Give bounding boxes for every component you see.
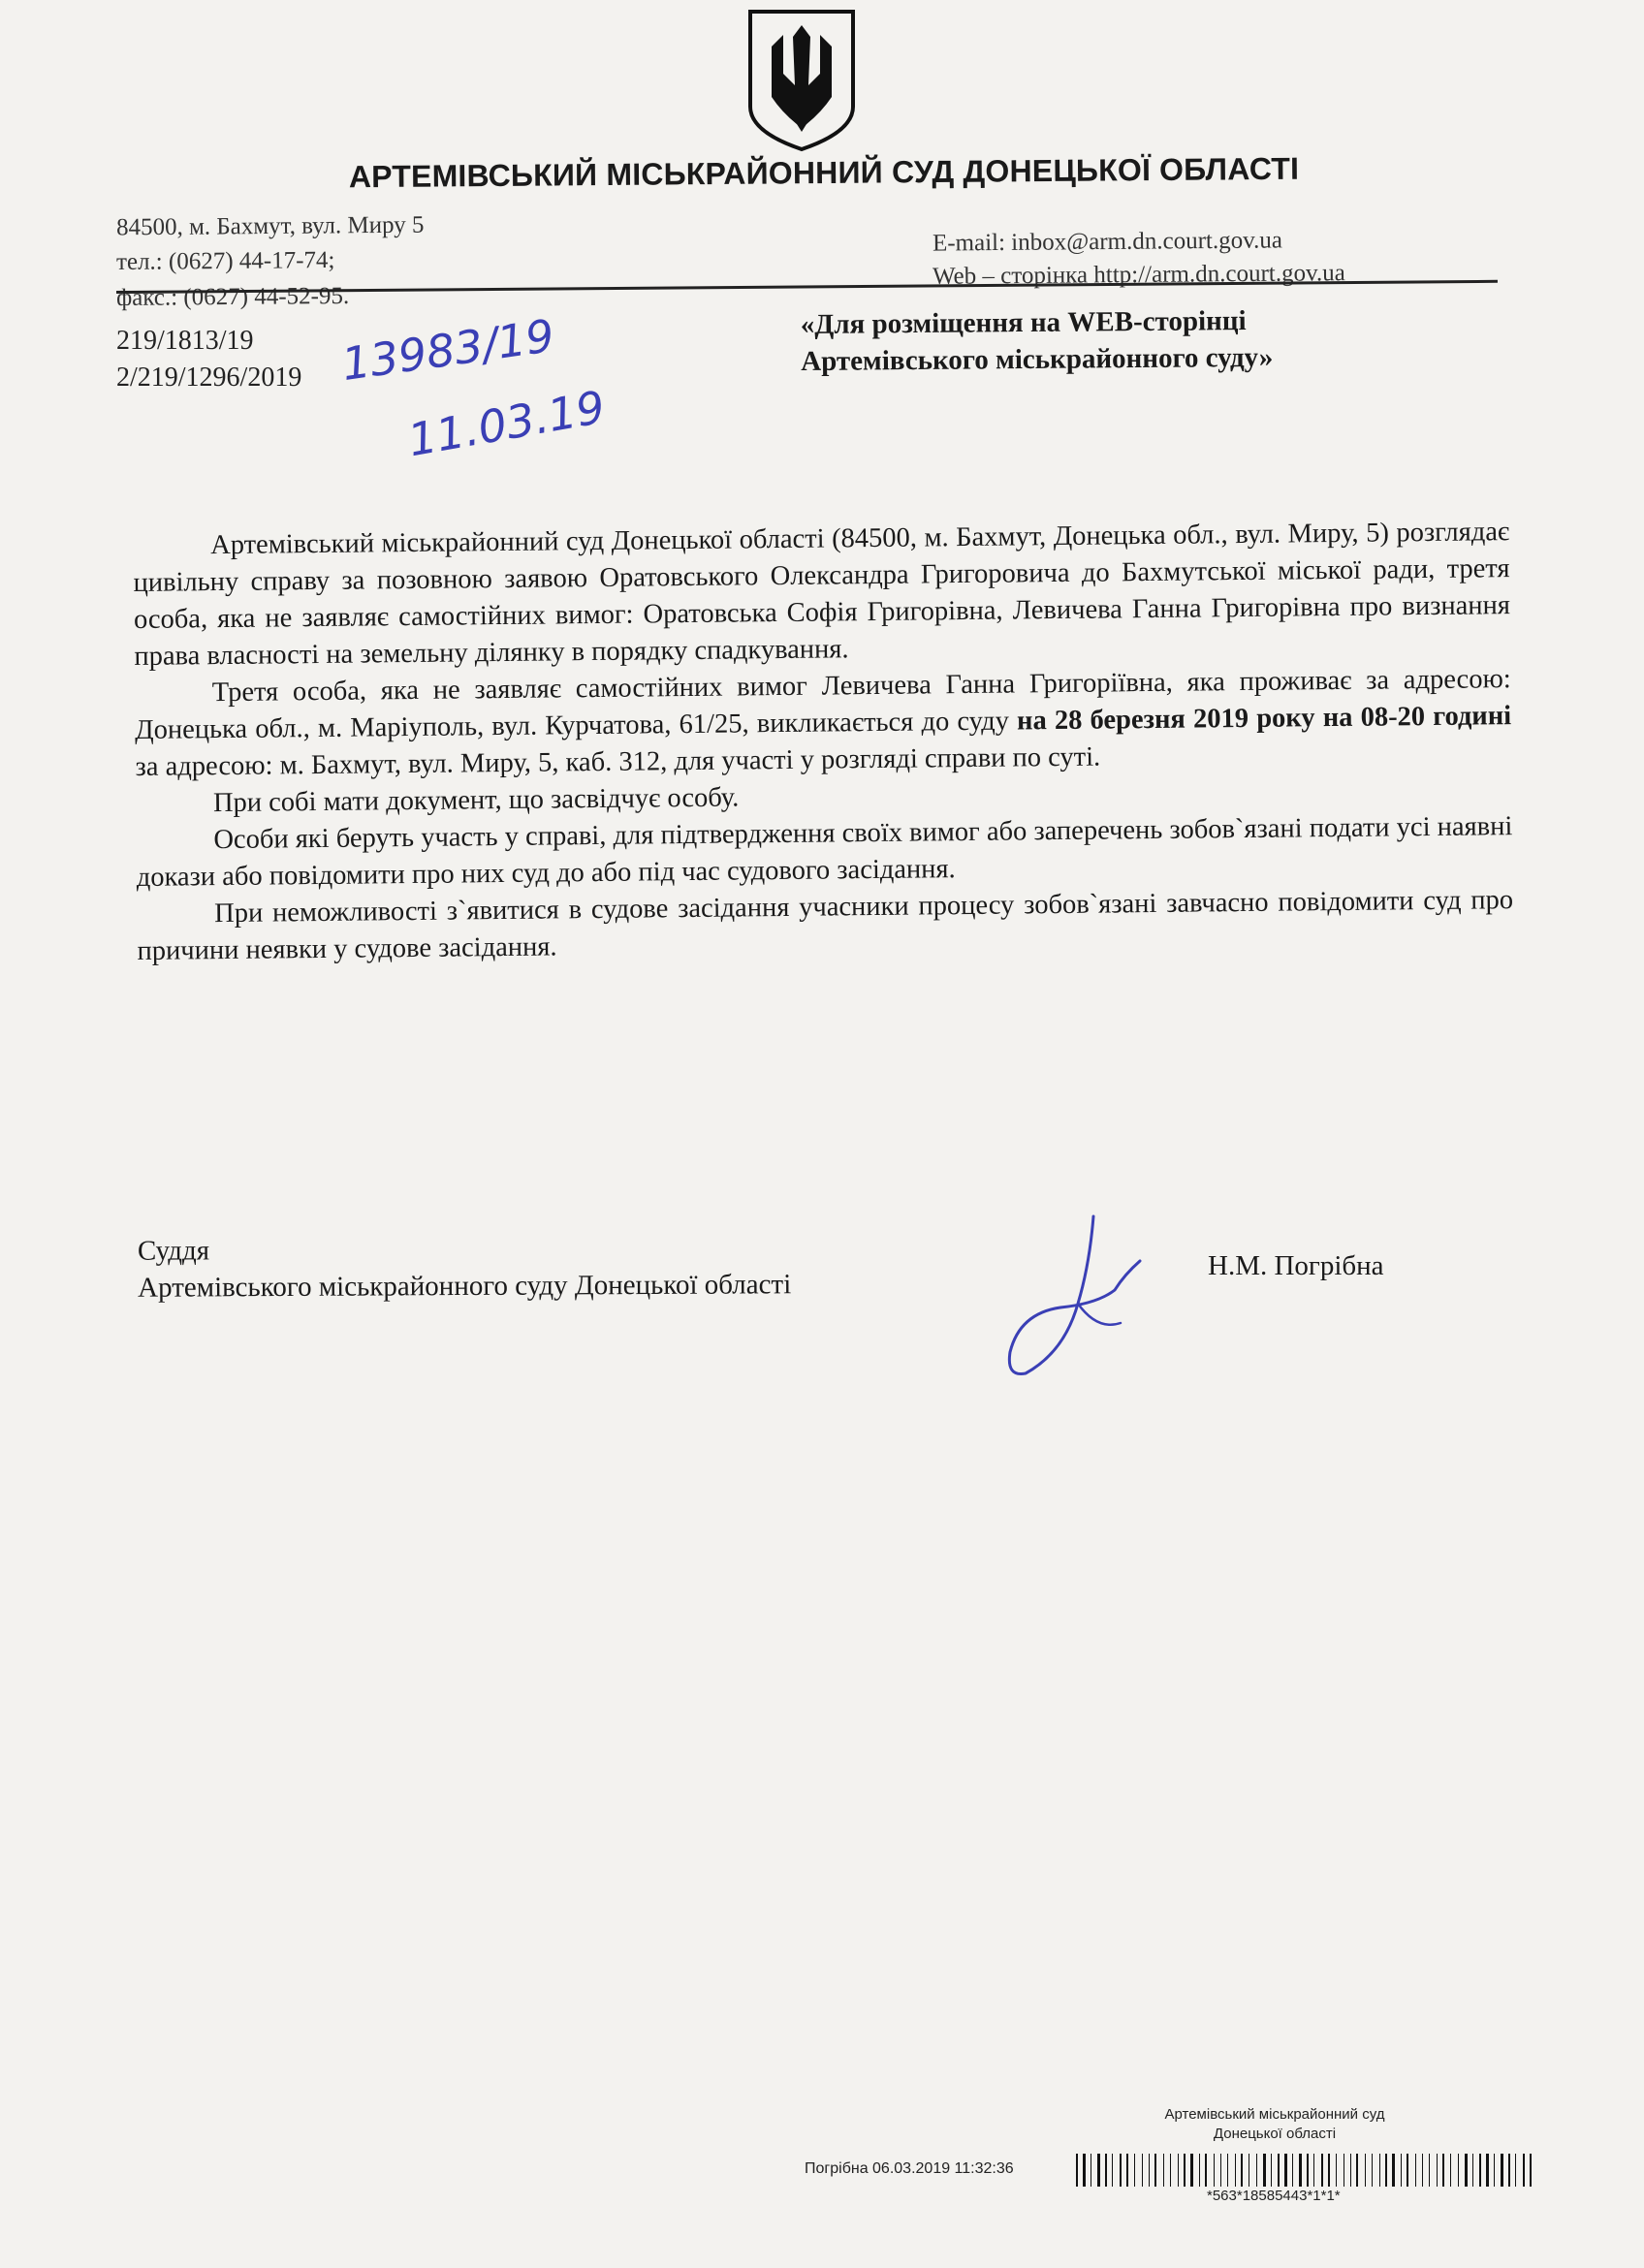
barcode-bar: [1126, 2154, 1128, 2187]
registration-stamp: [1115, 2105, 1435, 2144]
barcode-bar: [1392, 2154, 1395, 2187]
barcode-bar: [1356, 2154, 1358, 2187]
web-publication-note: [801, 300, 1480, 380]
barcode-bar: [1442, 2154, 1444, 2187]
barcode-bar: [1379, 2154, 1380, 2187]
barcode-bar: [1120, 2154, 1122, 2187]
stamp-court-line-1: Артемівський міськрайонний суд: [1164, 2106, 1385, 2123]
barcode-bar: [1313, 2154, 1314, 2187]
barcode-bar: [1241, 2154, 1243, 2187]
barcode-bar: [1149, 2154, 1150, 2187]
barcode-bar: [1350, 2154, 1351, 2187]
web-note-line-1: «Для розміщення на WEB-сторінці: [800, 305, 1247, 341]
barcode-bar: [1292, 2154, 1293, 2187]
barcode-bar: [1336, 2154, 1337, 2187]
trident-icon: [744, 8, 859, 153]
barcode-bar: [1190, 2154, 1193, 2187]
barcode-bar: [1372, 2154, 1373, 2187]
barcode-bar: [1501, 2154, 1503, 2187]
barcode-bar: [1479, 2154, 1481, 2187]
summons-text-start: Третя особа, яка не заявляє самостійних вимог Левичева Ганна Григоріївна, яка проживає за адресою: Донецька обл., м. Маріуполь, вул. Курчатова, 61/25, викликається до суду: [135, 664, 1511, 745]
barcode-bar: [1076, 2154, 1078, 2187]
barcode-bar: [1299, 2154, 1302, 2187]
stamp-metadata: Погрібна 06.03.2019 11:32:36: [805, 2160, 1014, 2177]
judge-name: Н.М. Погрібна: [1208, 1250, 1384, 1281]
barcode-bar: [1523, 2154, 1525, 2187]
barcode-bar: [1142, 2154, 1143, 2187]
court-website: Web – сторінка http://arm.dn.court.gov.ua: [932, 260, 1345, 290]
barcode-bar: [1515, 2154, 1516, 2187]
barcode-bar: [1401, 2154, 1402, 2187]
barcode-bar: [1321, 2154, 1323, 2187]
barcode-bar: [1178, 2154, 1179, 2187]
paragraph-id-document: При собі мати документ, що засвідчує особу.: [212, 782, 740, 819]
barcode-bar: [1465, 2154, 1468, 2187]
case-number: 219/1813/19: [116, 326, 254, 356]
barcode-bar: [1450, 2154, 1451, 2187]
barcode-bar: [1307, 2154, 1309, 2187]
barcode-bar: [1385, 2154, 1387, 2187]
paragraph-case: Артемівський міськрайонний суд Донецької області (84500, м. Бахмут, Донецька обл., вул. Миру, 5) розглядає цивільну справу за позовною заявою Оратовського Олександра Григоровича до Бахмутської міської ради, третя особа, яка не заявляє самостійних вимог: Оратовська Софія Григорівна, Левичева Ганна Григорівна про визнання права власності на земельну ділянку в порядку спадкування.: [133, 517, 1511, 672]
barcode-bar: [1227, 2154, 1228, 2187]
barcode-bar: [1407, 2154, 1408, 2187]
barcode-bar: [1458, 2154, 1459, 2187]
barcode-bar: [1220, 2154, 1221, 2187]
court-fax: факс.: (0627) 44-52-95.: [115, 282, 350, 312]
court-address: 84500, м. Бахмут, вул. Миру 5: [115, 211, 425, 241]
barcode-bar: [1278, 2154, 1280, 2187]
handwritten-reg-number: 13983/19: [338, 308, 558, 392]
barcode-bar: [1097, 2154, 1100, 2187]
barcode-bar: [1184, 2154, 1186, 2187]
court-title: АРТЕМІВСЬКИЙ МІСЬКРАЙОННИЙ СУД ДОНЕЦЬКОЇ ОБЛАСТІ: [348, 150, 1300, 195]
barcode-bar: [1415, 2154, 1416, 2187]
barcode-bar: [1422, 2154, 1423, 2187]
barcode-bar: [1263, 2154, 1266, 2187]
paragraph-absence: При неможливості з`явитися в судове засідання учасники процесу зобов`язані завчасно повідомити суд про причини неявки у судове засідання.: [137, 885, 1514, 966]
barcode-bar: [1134, 2154, 1135, 2187]
barcode-bar: [1508, 2154, 1510, 2187]
barcode-bar: [1256, 2154, 1257, 2187]
barcode-bar: [1163, 2154, 1164, 2187]
barcode: [1076, 2154, 1536, 2187]
barcode-bar: [1170, 2154, 1171, 2187]
barcode-bar: [1284, 2154, 1287, 2187]
barcode-number: *563*18585443*1*1*: [1207, 2188, 1341, 2204]
judge-signature: [996, 1207, 1152, 1381]
judge-title-line-2: Артемівського міськрайонного суду Донецької області: [138, 1269, 792, 1304]
barcode-bar: [1105, 2154, 1107, 2187]
proceeding-number: 2/219/1296/2019: [116, 362, 302, 393]
barcode-bar: [1429, 2154, 1430, 2187]
judge-title-line-1: Суддя: [137, 1235, 210, 1267]
judge-title: [138, 1229, 791, 1307]
barcode-bar: [1530, 2154, 1532, 2187]
barcode-bar: [1437, 2154, 1438, 2187]
hearing-date: на 28 березня 2019 року на 08-20 годині: [1016, 701, 1512, 737]
summons-body: [133, 514, 1514, 970]
paragraph-evidence: Особи які беруть участь у справі, для підтвердження своїх вимог або заперечень зобов`язані подати усі наявні докази або повідомити про них суд до або під час судового засідання.: [136, 811, 1513, 893]
handwritten-date: 11.03.19: [403, 380, 609, 467]
barcode-bar: [1199, 2154, 1200, 2187]
stamp-court-line-2: Донецької області: [1213, 2126, 1337, 2142]
web-note-line-2: Артемівського міськрайонного суду»: [801, 341, 1274, 378]
barcode-bar: [1235, 2154, 1236, 2187]
barcode-bar: [1365, 2154, 1366, 2187]
court-email: E-mail: inbox@arm.dn.court.gov.ua: [932, 227, 1283, 257]
barcode-bar: [1328, 2154, 1330, 2187]
paragraph-summons: [135, 661, 1512, 786]
barcode-bar: [1214, 2154, 1215, 2187]
barcode-bar: [1083, 2154, 1086, 2187]
court-phone: тел.: (0627) 44-17-74;: [115, 247, 335, 275]
barcode-bar: [1205, 2154, 1207, 2187]
barcode-bar: [1472, 2154, 1473, 2187]
barcode-bar: [1112, 2154, 1113, 2187]
summons-text-end: за адресою: м. Бахмут, вул. Миру, 5, каб. 312, для участі у розгляді справи по суті.: [135, 741, 1101, 782]
barcode-bar: [1271, 2154, 1272, 2187]
barcode-bar: [1486, 2154, 1489, 2187]
barcode-bar: [1154, 2154, 1156, 2187]
barcode-bar: [1494, 2154, 1495, 2187]
